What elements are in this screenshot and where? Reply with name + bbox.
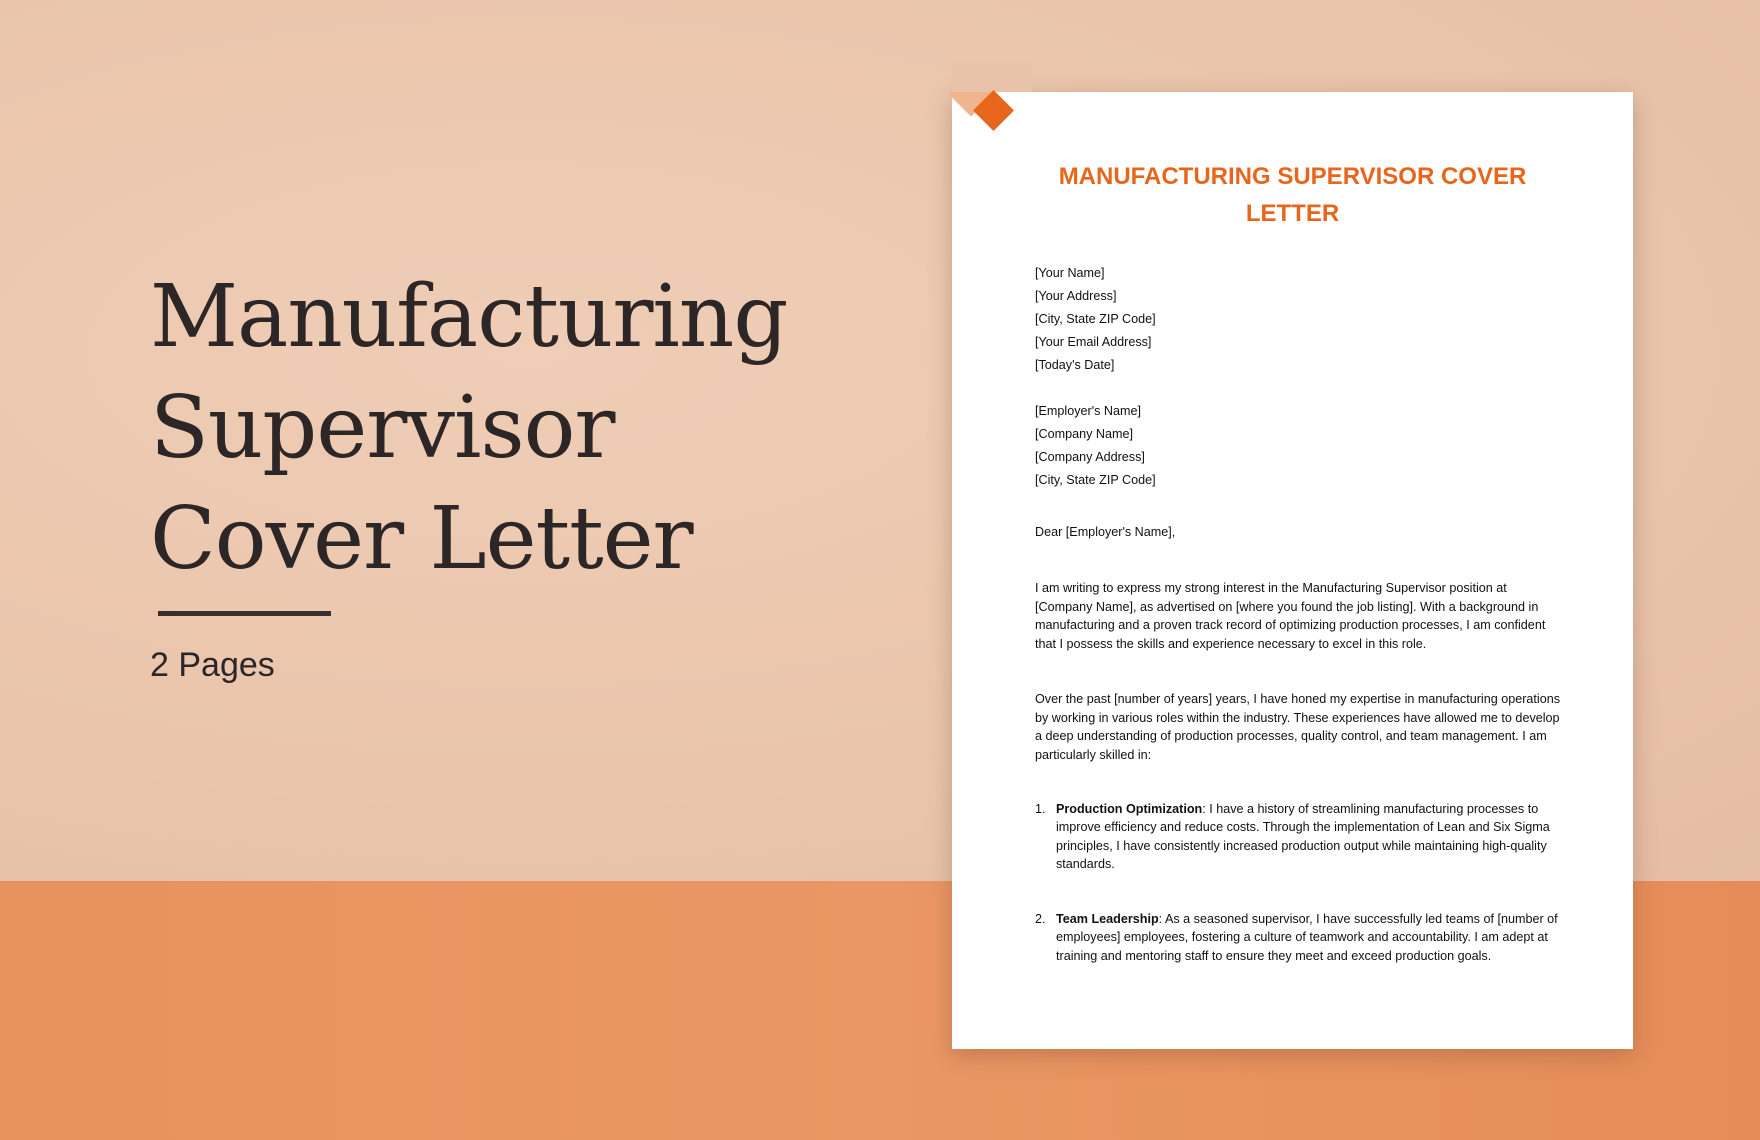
recipient-line: [Company Address] [1035, 450, 1145, 464]
sender-line: [Your Email Address] [1035, 335, 1152, 349]
list-text: : I have a history of streamlining manufacturing processes to improve efficiency and reduce costs. Through the implementation of Lean and Six Sigma principles, I have consistently increased production output while maintaining high-quality standards. [1056, 802, 1550, 871]
title-underline [158, 611, 331, 616]
salutation: Dear [Employer's Name], [1035, 525, 1176, 539]
sender-line: [Today's Date] [1035, 358, 1115, 372]
recipient-line: [Company Name] [1035, 427, 1133, 441]
paragraph: Over the past [number of years] years, I have honed my expertise in manufacturing operations by working in various roles within the industry. These experiences have allowed me to develop a deep understanding of production processes, quality control, and team management. I am particularly skilled in: [1035, 692, 1561, 762]
hero-title-line: Supervisor [150, 378, 615, 478]
sender-line: [City, State ZIP Code] [1035, 312, 1156, 326]
decoration-mask [952, 62, 1032, 92]
recipient-block [1035, 400, 1565, 492]
list-text: : As a seasoned supervisor, I have successfully led teams of [number of employees] employees, fostering a culture of teamwork and accountability. I am adept at training and mentoring staff to ensure they meet and exceed production goals. [1056, 912, 1558, 963]
document-title-line: MANUFACTURING SUPERVISOR COVER [1058, 163, 1527, 190]
document-preview [952, 92, 1633, 1049]
list-number: 1. [1035, 802, 1046, 816]
document-title [1012, 158, 1573, 232]
recipient-line: [City, State ZIP Code] [1035, 473, 1156, 487]
sender-line: [Your Name] [1035, 266, 1105, 280]
hero-title-line: Cover Letter [150, 489, 693, 589]
list-number: 2. [1035, 912, 1046, 926]
recipient-line: [Employer's Name] [1035, 404, 1141, 418]
sender-line: [Your Address] [1035, 289, 1117, 303]
document-title-line: LETTER [1245, 200, 1340, 227]
sender-block [1035, 262, 1565, 377]
hero-title-line: Manufacturing [150, 267, 788, 367]
paragraph: I am writing to express my strong interest in the Manufacturing Supervisor position at [Company Name], as advertised on [where you found the job listing]. With a background in manufacturing and a proven track record of optimizing production processes, I am confident that I possess the skills and experience necessary to excel in this role. [1035, 581, 1546, 651]
list-item [1035, 910, 1566, 965]
page-count: 2 Pages [150, 646, 275, 684]
hero-title [150, 262, 850, 595]
list-heading: Team Leadership [1056, 912, 1159, 926]
list-item [1035, 800, 1566, 873]
list-heading: Production Optimization [1056, 802, 1203, 816]
